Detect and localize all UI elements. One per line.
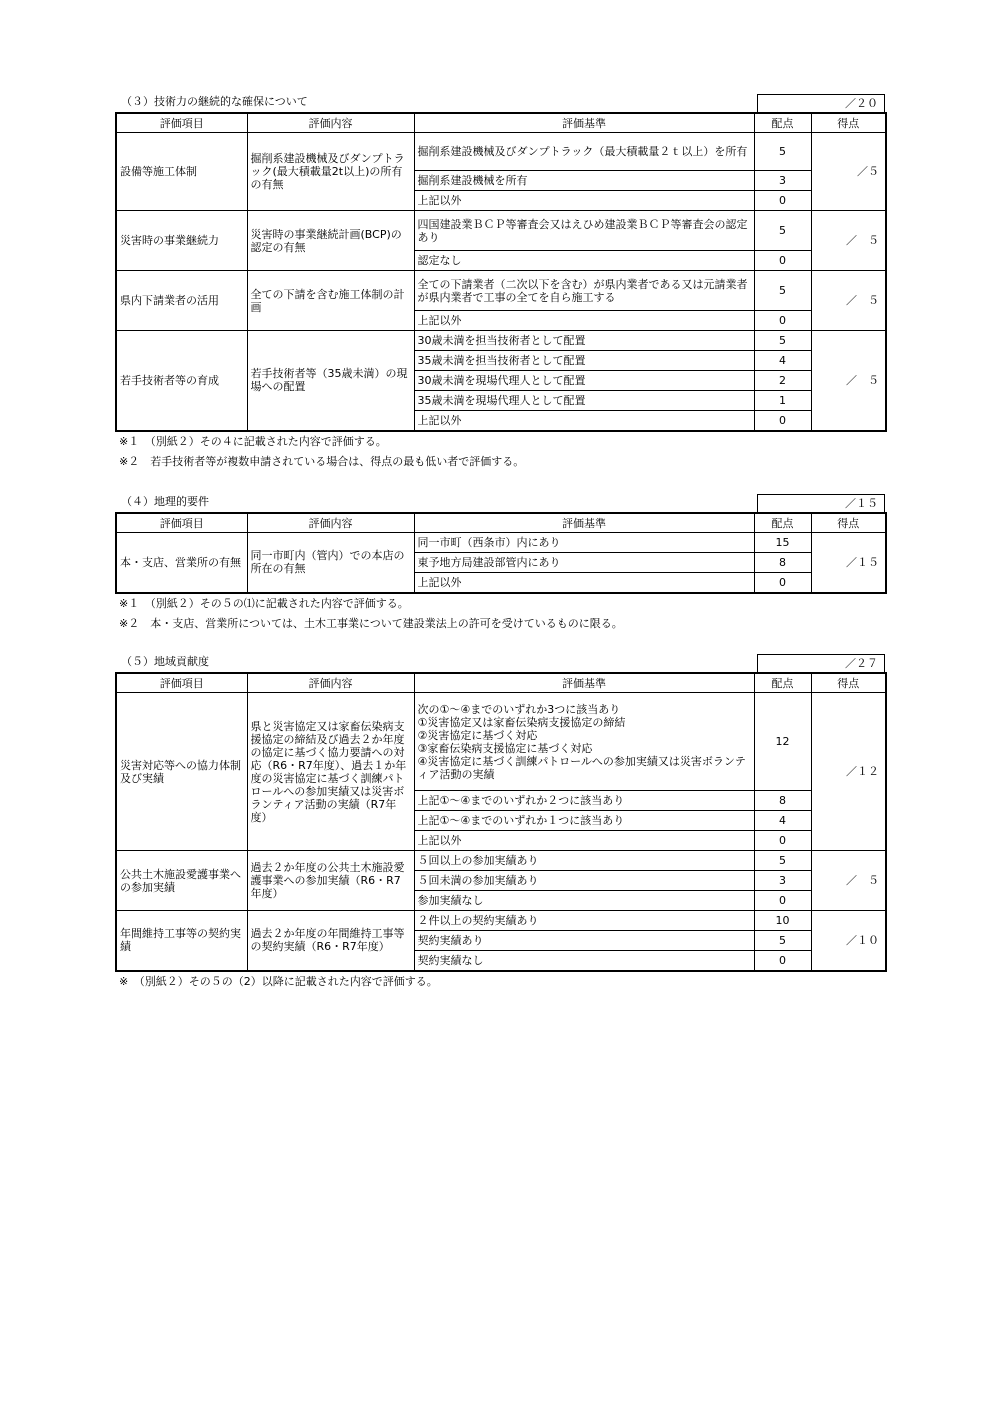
section-title: （３）技術力の継続的な確保について [121, 95, 308, 108]
item-cell: 災害対応等への協力体制及び実績 [116, 693, 247, 851]
criteria-cell: 契約実績なし [414, 951, 754, 971]
item-cell: 本・支店、営業所の有無 [116, 533, 247, 593]
section-header [115, 492, 885, 512]
points-cell: 0 [754, 951, 811, 971]
criteria-cell: 上記①～④までのいずれか１つに該当あり [414, 811, 754, 831]
item-cell: 県内下請業者の活用 [116, 271, 247, 331]
points-cell: 5 [754, 851, 811, 871]
section-3 [115, 92, 885, 472]
criteria-cell: 上記以外 [414, 191, 754, 211]
content-cell: 全ての下請を含む施工体制の計画 [247, 271, 414, 331]
points-cell: 1 [754, 391, 811, 411]
points-cell: 8 [754, 553, 811, 573]
points-cell: 0 [754, 311, 811, 331]
criteria-cell: 30歳未満を現場代理人として配置 [414, 371, 754, 391]
col-item: 評価項目 [116, 513, 247, 533]
col-points: 配点 [754, 113, 811, 133]
col-points: 配点 [754, 673, 811, 693]
score-cell: ／ ５ [811, 271, 886, 331]
criteria-cell: 上記以外 [414, 311, 754, 331]
criteria-cell: 30歳未満を担当技術者として配置 [414, 331, 754, 351]
table-row [116, 271, 886, 311]
criteria-cell: 上記以外 [414, 573, 754, 593]
footnote: ※２ 若手技術者等が複数申請されている場合は、得点の最も低い者で評価する。 [119, 454, 525, 468]
table-row [116, 211, 886, 251]
item-cell: 設備等施工体制 [116, 133, 247, 211]
criteria-cell: ５回以上の参加実績あり [414, 851, 754, 871]
criteria-cell: 35歳未満を担当技術者として配置 [414, 351, 754, 371]
table-row [116, 533, 886, 553]
score-cell: ／５ [811, 133, 886, 211]
content-cell: 掘削系建設機械及びダンプトラック(最大積載量2t以上)の所有の有無 [247, 133, 414, 211]
criteria-cell: 上記以外 [414, 831, 754, 851]
criteria-cell: ５回未満の参加実績あり [414, 871, 754, 891]
points-cell: 2 [754, 371, 811, 391]
table-row [116, 693, 886, 791]
content-cell: 県と災害協定又は家畜伝染病支援協定の締結及び過去２か年度の協定に基づく協力要請への対応（R6・R7年度）、過去１か年度の災害協定に基づく訓練パトロールへの参加実績又は災害ボランティア活動の実績（R7年度） [247, 693, 414, 851]
score-cell: ／１２ [811, 693, 886, 851]
section-header [115, 92, 885, 112]
header-row [116, 113, 886, 133]
score-cell: ／１５ [811, 533, 886, 593]
criteria-cell: 四国建設業ＢＣＰ等審査会又はえひめ建設業ＢＣＰ等審査会の認定あり [414, 211, 754, 251]
points-cell: 5 [754, 931, 811, 951]
item-cell: 公共土木施設愛護事業への参加実績 [116, 851, 247, 911]
criteria-cell: ２件以上の契約実績あり [414, 911, 754, 931]
header-row [116, 513, 886, 533]
criteria-cell: 掘削系建設機械及びダンプトラック（最大積載量２ｔ以上）を所有 [414, 133, 754, 171]
points-cell: 5 [754, 331, 811, 351]
criteria-cell: 上記以外 [414, 411, 754, 431]
header-row [116, 673, 886, 693]
col-score: 得点 [811, 673, 886, 693]
points-cell: 3 [754, 871, 811, 891]
evaluation-table [115, 512, 887, 594]
evaluation-table [115, 672, 887, 972]
criteria-cell: 全ての下請業者（二次以下を含む）が県内業者である又は元請業者が県内業者で工事の全てを自ら施工する [414, 271, 754, 311]
table-row [116, 331, 886, 351]
table-row [116, 851, 886, 871]
item-cell: 若手技術者等の育成 [116, 331, 247, 431]
max-score: ／２０ [757, 94, 885, 112]
section-title: （４）地理的要件 [121, 495, 209, 508]
content-cell: 過去２か年度の年間維持工事等の契約実績（R6・R7年度） [247, 911, 414, 971]
points-cell: 0 [754, 251, 811, 271]
section-4 [115, 492, 885, 634]
section-header [115, 652, 885, 672]
table-row [116, 133, 886, 171]
criteria-cell: 掘削系建設機械を所有 [414, 171, 754, 191]
col-content: 評価内容 [247, 513, 414, 533]
col-points: 配点 [754, 513, 811, 533]
col-score: 得点 [811, 113, 886, 133]
col-criteria: 評価基準 [414, 673, 754, 693]
col-content: 評価内容 [247, 673, 414, 693]
col-criteria: 評価基準 [414, 513, 754, 533]
col-item: 評価項目 [116, 673, 247, 693]
points-cell: 5 [754, 133, 811, 171]
score-cell: ／ ５ [811, 211, 886, 271]
criteria-cell: 35歳未満を現場代理人として配置 [414, 391, 754, 411]
points-cell: 10 [754, 911, 811, 931]
max-score: ／２７ [757, 654, 885, 672]
footnote: ※ （別紙２）その５の（2）以降に記載された内容で評価する。 [119, 974, 438, 988]
criteria-cell: 東予地方局建設部管内にあり [414, 553, 754, 573]
points-cell: 0 [754, 191, 811, 211]
section-title: （５）地域貢献度 [121, 655, 209, 668]
max-score: ／１５ [757, 494, 885, 512]
points-cell: 5 [754, 271, 811, 311]
points-cell: 0 [754, 573, 811, 593]
points-cell: 0 [754, 831, 811, 851]
criteria-cell: 契約実績あり [414, 931, 754, 951]
col-score: 得点 [811, 513, 886, 533]
criteria-cell: 参加実績なし [414, 891, 754, 911]
content-cell: 過去２か年度の公共土木施設愛護事業への参加実績（R6・R7年度） [247, 851, 414, 911]
footnote: ※１ （別紙２）その４に記載された内容で評価する。 [119, 434, 387, 448]
col-criteria: 評価基準 [414, 113, 754, 133]
points-cell: 4 [754, 351, 811, 371]
score-cell: ／１０ [811, 911, 886, 971]
footnote: ※１ （別紙２）その５の⑴に記載された内容で評価する。 [119, 596, 409, 610]
points-cell: 12 [754, 693, 811, 791]
col-content: 評価内容 [247, 113, 414, 133]
criteria-cell: 次の①～④までのいずれか3つに該当あり ①災害協定又は家畜伝染病支援協定の締結 ②災害協定に基づく対応 ③家畜伝染病支援協定に基づく対応 ④災害協定に基づく訓練パトロールへの参加実績又は災害ボランティア活動の実績 [414, 693, 754, 791]
points-cell: 0 [754, 411, 811, 431]
content-cell: 同一市町内（管内）での本店の所在の有無 [247, 533, 414, 593]
points-cell: 0 [754, 891, 811, 911]
criteria-cell: 上記①～④までのいずれか２つに該当あり [414, 791, 754, 811]
col-item: 評価項目 [116, 113, 247, 133]
table-row [116, 911, 886, 931]
criteria-cell: 同一市町（西条市）内にあり [414, 533, 754, 553]
section-5 [115, 652, 885, 992]
points-cell: 4 [754, 811, 811, 831]
score-cell: ／ ５ [811, 331, 886, 431]
score-cell: ／ ５ [811, 851, 886, 911]
points-cell: 5 [754, 211, 811, 251]
content-cell: 災害時の事業継続計画(BCP)の認定の有無 [247, 211, 414, 271]
evaluation-table [115, 112, 887, 432]
points-cell: 3 [754, 171, 811, 191]
criteria-cell: 認定なし [414, 251, 754, 271]
item-cell: 災害時の事業継続力 [116, 211, 247, 271]
content-cell: 若手技術者等（35歳未満）の現場への配置 [247, 331, 414, 431]
item-cell: 年間維持工事等の契約実績 [116, 911, 247, 971]
points-cell: 8 [754, 791, 811, 811]
points-cell: 15 [754, 533, 811, 553]
footnote: ※２ 本・支店、営業所については、土木工事業について建設業法上の許可を受けているものに限る。 [119, 616, 623, 630]
